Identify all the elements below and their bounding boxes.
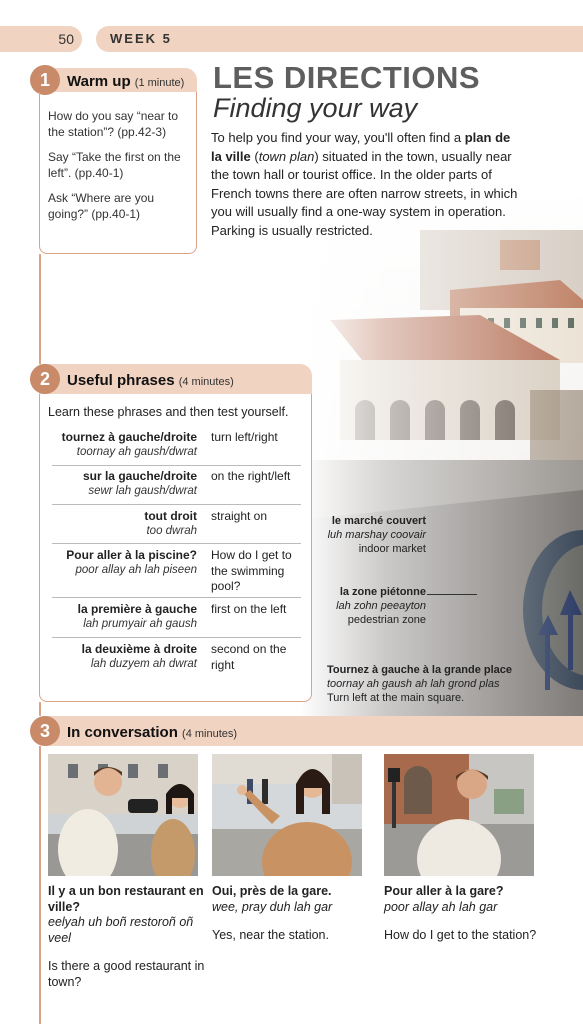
conversation-photo-1	[48, 754, 198, 876]
conversation-english: Yes, near the station.	[212, 928, 329, 942]
photo-label-pedestrian	[318, 585, 426, 627]
photo-label-market	[318, 514, 426, 556]
phrases-intro: Learn these phrases and then test yourself.	[48, 405, 289, 419]
warmup-title-text: Warm up	[67, 73, 131, 90]
phrases-title-text: Useful phrases	[67, 372, 175, 389]
photo-label-pronunciation: luh marshay coovair	[327, 529, 426, 541]
conversation-number-badge: 3	[30, 716, 60, 746]
phrase-divider	[52, 637, 301, 638]
page-number: 50	[0, 26, 82, 52]
phrase-english: How do I get to the swimming pool?	[211, 548, 292, 593]
phrase-divider	[52, 465, 301, 466]
conversation-photo-2	[212, 754, 362, 876]
intro-bold-term: plan de la ville	[211, 130, 511, 164]
conversation-french: Oui, près de la gare.	[212, 884, 332, 898]
conversation-line-1	[48, 884, 208, 990]
town-photo	[300, 190, 583, 720]
warmup-question-2: Say “Take the first on the left”. (pp.40-1)	[48, 150, 181, 180]
phrase-french: sur la gauche/droite	[82, 469, 197, 483]
phrase-english: first on the left	[211, 602, 287, 616]
phrase-english: on the right/left	[211, 469, 291, 483]
week-label: WEEK 5	[96, 26, 583, 52]
photo-label-pronunciation: lah zohn peeayton	[336, 600, 426, 612]
phrase-divider	[52, 597, 301, 598]
conversation-pronunciation: poor allay ah lah gar	[384, 899, 498, 914]
intro-italic-term: town plan	[258, 148, 315, 164]
conversation-photo-3	[384, 754, 534, 876]
photo-label-pronunciation: toornay ah gaush ah lah grond plas	[327, 678, 500, 690]
photo-label-english: indoor market	[358, 543, 426, 555]
phrase-english: second on the right	[211, 642, 287, 672]
conversation-line-3	[384, 884, 544, 944]
conversation-title-text: In conversation	[67, 724, 178, 741]
phrases-title	[67, 372, 234, 389]
phrase-english: turn left/right	[211, 430, 278, 444]
phrase-french: Pour aller à la piscine?	[66, 548, 197, 562]
phrase-french: la deuxième à droite	[81, 642, 197, 656]
phrases-time: (4 minutes)	[178, 376, 234, 388]
warmup-question-1: How do you say “near to the station”? (pp.42-3)	[48, 109, 179, 139]
phrase-english: straight on	[211, 509, 268, 523]
phrases-number-badge: 2	[30, 364, 60, 394]
phrase-french: la première à gauche	[77, 602, 197, 616]
photo-label-french: Tournez à gauche à la grande place	[327, 664, 513, 676]
warmup-title	[67, 73, 184, 90]
conversation-pronunciation: eelyah uh boñ restoroñ oñ veel	[48, 915, 194, 945]
phrase-pronunciation: lah duzyem ah dwrat	[90, 658, 197, 670]
photo-label-french: la zone piétonne	[339, 586, 426, 598]
intro-paragraph	[211, 129, 521, 240]
phrase-french: tournez à gauche/droite	[61, 430, 197, 444]
phrase-divider	[52, 543, 301, 544]
photo-label-square	[327, 663, 547, 705]
conversation-english: Is there a good restaurant in town?	[48, 959, 205, 989]
photo-label-english: pedestrian zone	[347, 614, 426, 626]
conversation-english: How do I get to the station?	[384, 928, 537, 942]
margin-rule	[39, 254, 41, 364]
conversation-title	[67, 724, 237, 741]
intro-text: ) situated in the town, usually near the town hall or tourist office. In the older parts of French towns there are often narrow streets, in which you will usually find a one-way system in operation. Parking is usually restricted.	[211, 148, 518, 238]
pointer-line	[427, 594, 477, 595]
photo-label-english: Turn left at the main square.	[327, 692, 465, 704]
phrase-pronunciation: sewr lah gaush/dwrat	[88, 485, 197, 497]
phrase-pronunciation: lah prumyair ah gaush	[83, 618, 197, 630]
conversation-line-2	[212, 884, 372, 944]
conversation-pronunciation: wee, pray duh lah gar	[212, 899, 333, 914]
phrase-pronunciation: toornay ah gaush/dwrat	[76, 446, 197, 458]
margin-rule	[39, 746, 41, 1024]
warmup-number-badge: 1	[30, 65, 60, 95]
margin-rule	[39, 702, 41, 716]
page-subtitle: Finding your way	[213, 93, 418, 123]
phrase-french: tout droit	[144, 509, 197, 523]
page-title: LES DIRECTIONS	[213, 60, 481, 95]
phrase-pronunciation: too dwrah	[146, 525, 197, 537]
phrase-divider	[52, 504, 301, 505]
intro-text: (	[250, 148, 259, 164]
warmup-time: (1 minute)	[134, 77, 185, 89]
conversation-french: Pour aller à la gare?	[384, 884, 504, 898]
phrase-pronunciation: poor allay ah lah piseen	[75, 564, 197, 576]
conversation-french: Il y a un bon restaurant en ville?	[48, 884, 204, 914]
intro-text: To help you find your way, you'll often find a	[211, 130, 465, 145]
conversation-time: (4 minutes)	[182, 728, 238, 740]
warmup-question-3: Ask “Where are you going?” (pp.40-1)	[48, 191, 155, 221]
photo-label-french: le marché couvert	[331, 515, 426, 527]
